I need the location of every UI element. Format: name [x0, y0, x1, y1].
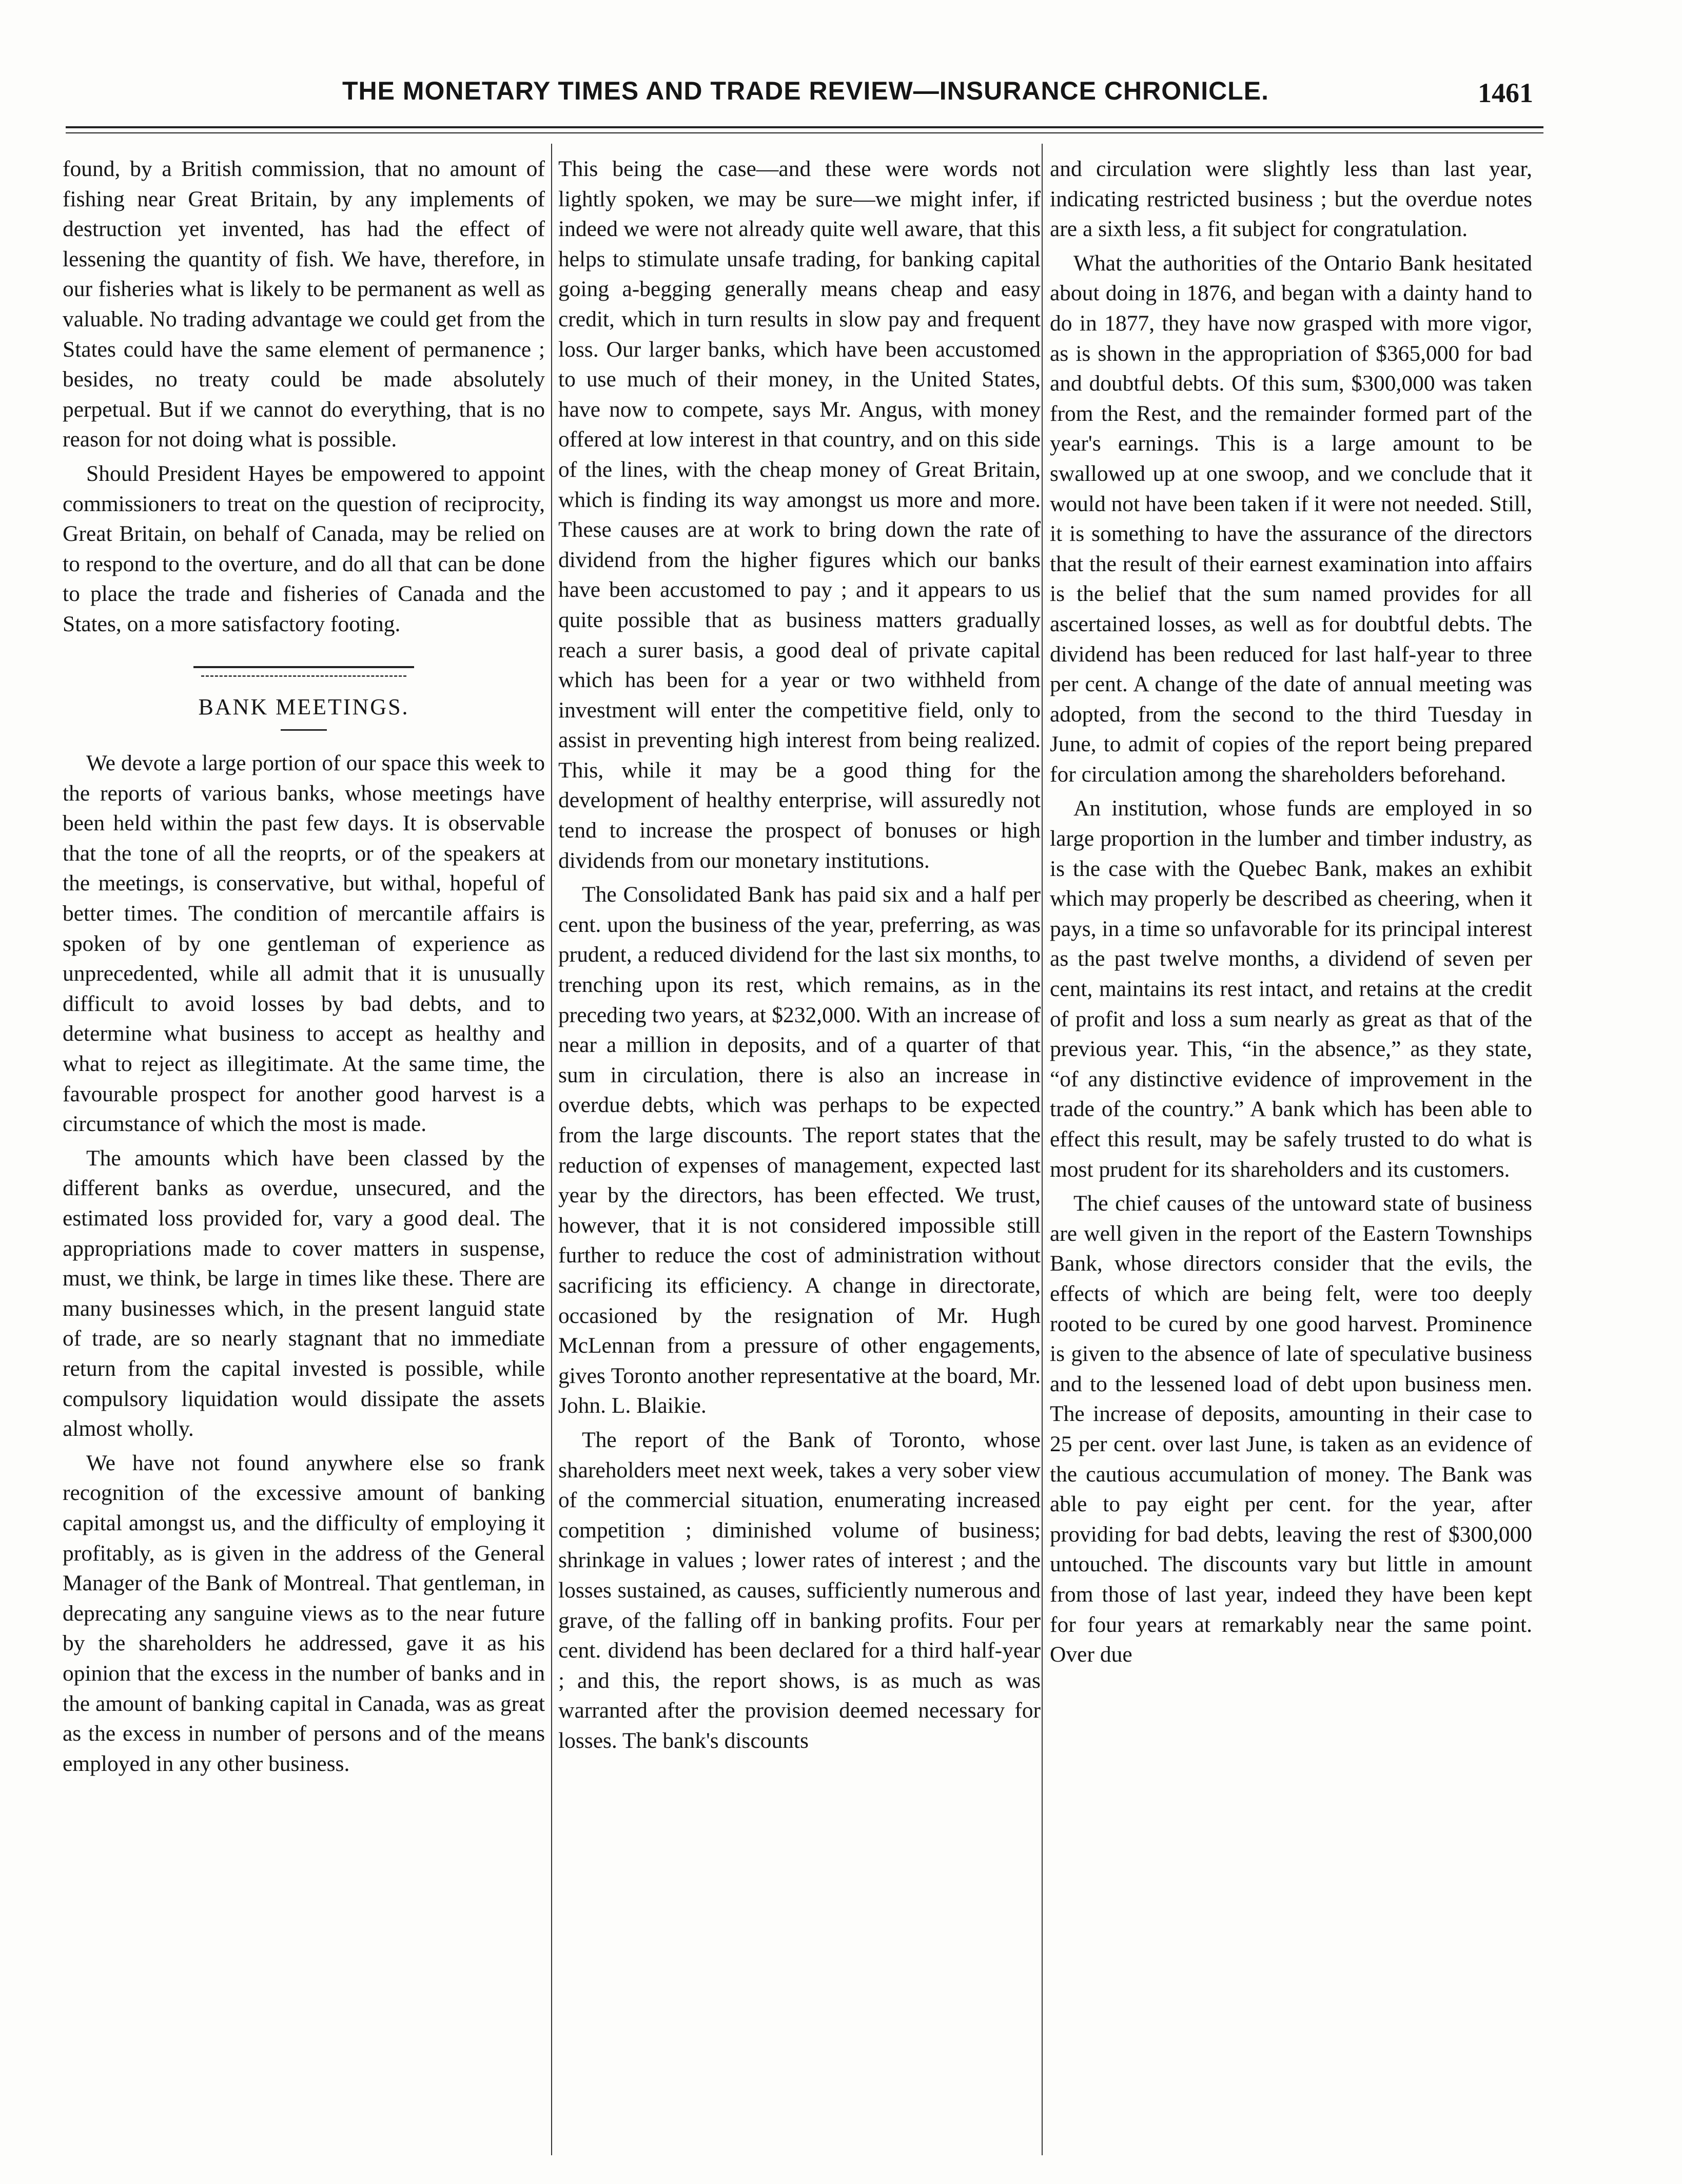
heading-rule	[281, 729, 327, 731]
masthead-rule-top	[66, 126, 1543, 128]
column-3	[1050, 154, 1532, 2155]
paragraph: An institution, whose funds are employed in so large proportion in the lumber and timber industry, as is the case with the Quebec Bank, makes an exhibit which may properly be described as cheering, when it pays, in a time so unfavorable for its principal interest as the past twelve months, a dividend of seven per cent, maintains its rest intact, and retains at the credit of profit and loss a sum nearly as great as that of the previous year. This, “in the absence,” as they state, “of any distinctive evidence of improvement in the trade of the country.” A bank which has been able to effect this result, may be safely trusted to do what is most prudent for its shareholders and its customers.	[1050, 796, 1532, 1182]
masthead: THE MONETARY TIMES AND TRADE REVIEW—INSURANCE CHRONICLE.	[342, 76, 1269, 105]
paragraph: The Consolidated Bank has paid six and a half per cent. upon the business of the year, preferring, as was prudent, a reduced dividend for the last six months, to trenching upon its rest, which remains, as in the preceding two years, at $232,000. With an increase of near a million in deposits, and of a quarter of that sum in circulation, there is also an increase in overdue debts, which was perhaps to be expected from the large discounts. The report states that the reduction of expenses of management, expected last year by the directors, has been effected. We trust, however, that it is not considered impossible still further to reduce the cost of administration without sacrificing its efficiency. A change in directorate, occasioned by the resignation of Mr. Hugh McLennan from a pressure of other engagements, gives Toronto another representative at the board, Mr. John. L. Blaikie.	[558, 882, 1041, 1418]
paragraph: The chief causes of the untoward state of business are well given in the report of the Eastern Townships Bank, whose directors consider that the evils, the effects of which are being felt, were too deeply rooted to be cured by one good harvest. Prominence is given to the absence of late of speculative business and to the lessened load of debt upon business men. The increase of deposits, amounting in their case to 25 per cent. over last June, is taken as an evidence of the cautious accumulation of money. The Bank was able to pay eight per cent. for the year, after providing for bad debts, leaving the rest of $300,000 untouched. The discounts vary but little in amount from those of last year, indeed they have been kept for four years at remarkably near the same point. Over due	[1050, 1191, 1532, 1667]
paragraph: This being the case—and these were words not lightly spoken, we may be sure—we might infer, if indeed we were not already quite well aware, that this helps to stimulate unsafe trading, for banking capital going a-begging generally means cheap and easy credit, which in turn results in slow pay and frequent loss. Our larger banks, which have been accustomed to use much of their money, in the United States, have now to compete, says Mr. Angus, with money offered at low interest in that country, and on this side of the lines, with the cheap money of Great Britain, which is finding its way amongst us more and more. These causes are at work to bring down the rate of dividend from the higher figures which our banks have been accustomed to pay ; and it appears to us quite possible that as business matters gradually reach a surer basis, a good deal of private capital which has been for a year or two withheld from investment will enter the competitive field, only to assist in preventing high interest from being realized. This, while it may be a good thing for the development of healthy enterprise, will assuredly not tend to increase the prospect of bonuses or high dividends from our monetary institutions.	[558, 157, 1041, 873]
column-separator-1	[551, 144, 552, 2155]
paragraph: We devote a large portion of our space this week to the reports of various banks, whose meetings have been held within the past few days. It is observable that the tone of all the reoprts, or of the speakers at the meetings, is conservative, but withal, hopeful of better times. The condition of mercantile affairs is spoken of by one gentleman of experience as unprecedented, while all admit that it is unusually difficult to avoid losses by bad debts, and to determine what business to accept as healthy and what to reject as illegitimate. At the same time, the favourable prospect for another good harvest is a circumstance of which the most is made.	[63, 751, 545, 1137]
section-divider-dashed	[201, 675, 406, 677]
column-2	[558, 154, 1041, 2155]
column-separator-2	[1042, 144, 1043, 2155]
masthead-rule-bottom	[66, 132, 1543, 133]
paragraph: and circulation were slightly less than last year, indicating restricted business ; but the overdue notes are a sixth less, a fit subject for congratulation.	[1050, 157, 1532, 242]
section-divider	[193, 666, 414, 668]
paragraph: Should President Hayes be empowered to appoint commissioners to treat on the question of reciprocity, Great Britain, on behalf of Canada, may be relied on to respond to the overture, and do all that can be done to place the trade and fisheries of Canada and the States, on a more satisfactory footing.	[63, 461, 545, 636]
paragraph: We have not found anywhere else so frank recognition of the excessive amount of banking capital amongst us, and the difficulty of employing it profitably, as is given in the address of the General Manager of the Bank of Montreal. That gentleman, in deprecating any sanguine views as to the near future by the shareholders he addressed, gave it as his opinion that the excess in the number of banks and in the amount of banking capital in Canada, was as great as the excess in number of persons and of the means employed in any other business.	[63, 1450, 545, 1776]
paragraph: The amounts which have been classed by the different banks as overdue, unsecured, and the estimated loss provided for, vary a good deal. The appropriations made to cover matters in suspense, must, we think, be large in times like these. There are many businesses which, in the present languid state of trade, are so nearly stagnant that no immediate return from the capital invested is possible, while compulsory liquidation would dissipate the assets almost wholly.	[63, 1145, 545, 1441]
paragraph: found, by a British commission, that no amount of fishing near Great Britain, by any implements of destruction yet invented, has had the effect of lessening the quantity of fish. We have, therefore, in our fisheries what is likely to be permanent as well as valuable. No trading advantage we could get from the States could have the same element of permanence ; besides, no treaty could be made absolutely perpetual. But if we cannot do everything, that is no reason for not doing what is possible.	[63, 157, 545, 452]
paragraph: What the authorities of the Ontario Bank hesitated about doing in 1876, and began with a dainty hand to do in 1877, they have now grasped with more vigor, as is shown in the appropriation of $365,000 for bad and doubtful debts. Of this sum, $300,000 was taken from the Rest, and the remainder formed part of the year's earnings. This is a large amount to be swallowed up at one swoop, and we conclude that it would not have been taken if it were not needed. Still, it is something to have the assurance of the directors that the result of their earnest examination into affairs is the belief that the sum named provides for all ascertained losses, as well as for doubtful debts. The dividend has been reduced for last half-year to three per cent. A change of the date of annual meeting was adopted, from the second to the third Tuesday in June, to admit of copies of the report being prepared for circulation among the shareholders beforehand.	[1050, 250, 1532, 787]
page-number: 1461	[1478, 77, 1533, 108]
column-1	[63, 154, 545, 2155]
section-heading: BANK MEETINGS.	[198, 694, 409, 719]
paragraph: The report of the Bank of Toronto, whose shareholders meet next week, takes a very sober view of the commercial situation, enumerating increased competition ; diminished volume of business; shrinkage in values ; lower rates of interest ; and the losses sustained, as causes, sufficiently numerous and grave, of the falling off in banking profits. Four per cent. dividend has been declared for a third half-year ; and this, the report shows, is as much as was warranted after the provision deemed necessary for losses. The bank's discounts	[558, 1427, 1041, 1753]
